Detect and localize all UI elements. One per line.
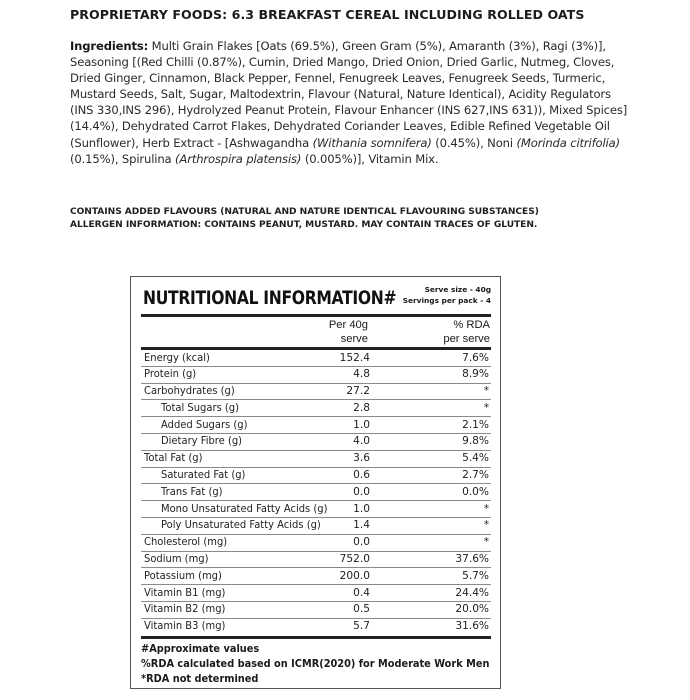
nutrient-name: Carbohydrates (g) — [144, 385, 235, 398]
footnote: *RDA not determined — [141, 674, 259, 685]
nutrient-row — [141, 400, 491, 417]
nutrient-value: 1.4 — [353, 519, 370, 532]
product-category-title: PROPRIETARY FOODS: 6.3 BREAKFAST CEREAL INCLUDING ROLLED OATS — [70, 7, 585, 22]
ingredients-text: (0.005%)], Vitamin Mix. — [301, 151, 439, 166]
nutrient-row — [141, 434, 491, 451]
nutrient-name: Potassium (mg) — [144, 569, 222, 582]
nutrient-name: Added Sugars (g) — [161, 418, 248, 431]
nutrition-panel — [130, 276, 501, 689]
nutrient-value: 1.0 — [353, 418, 370, 431]
column-header-line: Per 40g — [328, 319, 368, 331]
nutrient-row — [141, 501, 491, 518]
nutrient-value: 27.2 — [346, 385, 370, 398]
nutrient-name: Trans Fat (g) — [161, 485, 223, 498]
column-header-line: serve — [340, 332, 368, 345]
footnotes — [141, 642, 504, 687]
nutrient-name: Protein (g) — [144, 368, 197, 381]
nutrient-value: 152.4 — [339, 351, 370, 364]
nutrient-rda: * — [483, 536, 489, 549]
label-notices — [70, 206, 539, 232]
nutrient-rda: * — [483, 502, 489, 515]
nutrient-rda: * — [483, 519, 489, 532]
nutrient-row — [141, 568, 491, 585]
column-header-rda — [443, 319, 490, 346]
serve-size: Serve size - 40g — [424, 285, 491, 294]
allergen-notice: ALLERGEN INFORMATION: CONTAINS PEANUT, MUSTARD. MAY CONTAIN TRACES OF GLUTEN. — [70, 220, 538, 230]
nutrient-row — [141, 350, 491, 367]
nutrient-row — [141, 552, 491, 569]
nutrient-name: Saturated Fat (g) — [161, 469, 246, 482]
nutrient-table — [141, 350, 491, 636]
flavours-notice: CONTAINS ADDED FLAVOURS (NATURAL AND NATURE IDENTICAL FLAVOURING SUBSTANCES) — [70, 207, 539, 217]
servings-per-pack: Servings per pack - 4 — [402, 296, 491, 305]
nutrient-rda: 7.6% — [462, 351, 489, 364]
nutrient-rda: 0.0% — [462, 485, 489, 498]
nutrient-row — [141, 585, 491, 602]
nutrient-name: Energy (kcal) — [144, 351, 210, 364]
column-header-line: per serve — [443, 332, 490, 345]
nutrient-rda: 20.0% — [455, 603, 489, 616]
footer-divider — [141, 636, 491, 639]
nutrient-rda: 9.8% — [462, 435, 489, 448]
nutrient-value: 2.8 — [353, 401, 370, 414]
nutrient-row — [141, 367, 491, 384]
nutrient-rda: 5.4% — [462, 452, 489, 465]
nutrient-name: Total Fat (g) — [144, 452, 203, 465]
nutrient-name: Vitamin B3 (mg) — [144, 620, 226, 633]
nutrient-value: 0.6 — [353, 469, 370, 482]
column-header-line: % RDA — [453, 319, 490, 331]
ingredient-latin-name: (Morinda citrifolia) — [516, 135, 620, 150]
footnote: %RDA calculated based on ICMR(2020) for Moderate Work Men — [141, 659, 490, 670]
footnote: #Approximate values — [141, 644, 260, 655]
nutrient-value: 200.0 — [339, 569, 370, 582]
nutrient-name: Sodium (mg) — [144, 553, 209, 566]
nutrient-value: 0.0 — [353, 536, 370, 549]
nutrient-row — [141, 602, 491, 619]
nutrient-row — [141, 619, 491, 636]
nutrient-rda: 2.7% — [462, 469, 489, 482]
nutrient-row — [141, 451, 491, 468]
nutrient-rda: * — [483, 385, 489, 398]
nutrient-name: Cholesterol (mg) — [144, 536, 228, 549]
nutrient-rda: 24.4% — [455, 586, 489, 599]
nutrient-name: Dietary Fibre (g) — [161, 435, 243, 448]
nutrient-rda: 8.9% — [462, 368, 489, 381]
nutrient-rda: 31.6% — [455, 620, 489, 633]
nutrient-row — [141, 518, 491, 535]
nutrient-row — [141, 417, 491, 434]
nutrient-value: 752.0 — [339, 553, 370, 566]
ingredients-label: Ingredients: — [70, 39, 149, 53]
nutrient-value: 0.5 — [353, 603, 370, 616]
nutrient-row — [141, 484, 491, 501]
ingredients-text: (0.15%), Spirulina — [70, 151, 176, 166]
nutrient-value: 3.6 — [353, 452, 370, 465]
nutrient-rda: * — [483, 401, 489, 414]
nutrition-title: NUTRITIONAL INFORMATION# — [143, 287, 397, 309]
nutrient-row — [141, 384, 491, 401]
nutrient-row — [141, 468, 491, 485]
ingredients-text: Multi Grain Flakes [Oats (69.5%), Green Gram (5%), Amaranth (3%), Ragi (3%)], Seasoning [(Red Chilli (0.87%), Cumin, Dried Mango, Dried Onion, Dried Garlic, Nutmeg, Cloves, Dried Ginger, Cinnamon, Black Pepper, Fennel, Fenugreek Leaves, Fenugreek Seeds, Turmeric, Mustard Seeds, Salt, Sugar, Maltodextrin, Flavour (Natural, Nature Identical), Acidity Regulators (INS 330,INS 296), Hydrolyzed Peanut Protein, Flavour Enhancer (INS 627,INS 631)), Mixed Spices] (14.4%), Dehydrated Carrot Flakes, Dehydrated Coriander Leaves, Edible Refined Vegetable Oil (Sunflower), Herb Extract - [Ashwagandha — [70, 39, 628, 150]
ingredient-latin-name: (Withania somnifera) — [312, 135, 432, 150]
nutrient-rda: 37.6% — [455, 553, 489, 566]
nutrient-name: Vitamin B1 (mg) — [144, 586, 226, 599]
nutrient-name: Vitamin B2 (mg) — [144, 603, 226, 616]
nutrient-row — [141, 535, 491, 552]
serving-info — [403, 284, 491, 306]
nutrient-value: 4.8 — [353, 368, 370, 381]
header-divider — [141, 314, 491, 317]
ingredients-text: (0.45%), Noni — [431, 135, 517, 150]
nutrient-rda: 2.1% — [462, 418, 489, 431]
nutrient-value: 4.0 — [353, 435, 370, 448]
nutrient-value: 5.7 — [353, 620, 370, 633]
nutrient-value: 0.0 — [353, 485, 370, 498]
nutrient-name: Poly Unsaturated Fatty Acids (g) — [161, 519, 321, 532]
ingredients-list — [70, 38, 630, 167]
nutrient-value: 1.0 — [353, 502, 370, 515]
nutrient-rda: 5.7% — [462, 569, 489, 582]
ingredient-latin-name: (Arthrospira platensis) — [175, 151, 302, 166]
nutrient-value: 0.4 — [353, 586, 370, 599]
column-header-per-serve — [329, 319, 368, 346]
nutrient-name: Total Sugars (g) — [161, 401, 240, 414]
nutrient-name: Mono Unsaturated Fatty Acids (g) — [161, 502, 328, 515]
